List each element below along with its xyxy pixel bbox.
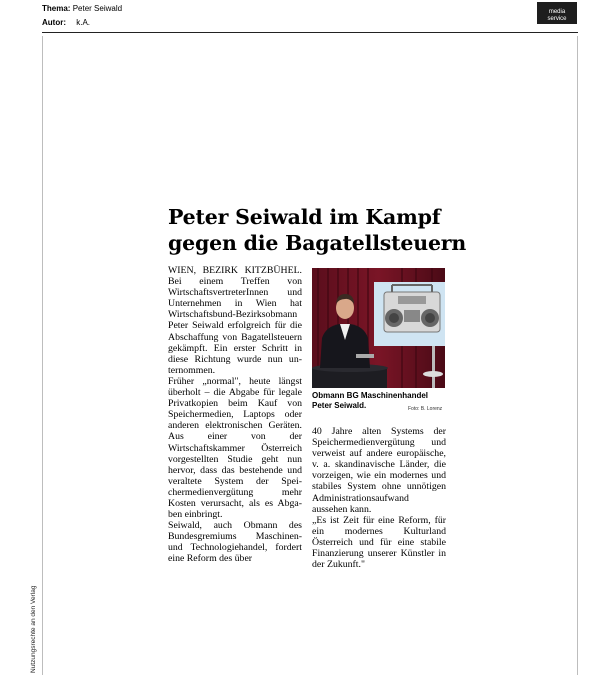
media-service-logo (537, 2, 577, 24)
photo-credit: Foto: B. Lorenz (408, 406, 443, 412)
paragraph: Früher „normal", heute längst überholt – die Abgabe für legale Privatkopien beim Kauf von Speichermedien, Laptops oder anderen elektronischen Geräten. Aus einer von der Wirtschaftskammer Österreich vorgestellten Studie geht nun hervor, dass das bestehende und veraltete System der Speichermedienvergütung mehr Kosten verursacht, als es Abgaben einbringt. (168, 375, 302, 521)
paragraph: Seiwald, auch Obmann des Bundesgremiums Maschinen- und Technologiehandel, fordert eine Reform des über (168, 520, 302, 565)
article-photo (312, 268, 445, 388)
article-column-2 (312, 426, 446, 570)
usage-rights-note: Nutzungsrechte an den Verlag (30, 585, 37, 673)
headline-line-1: Peter Seiwald im Kampf (168, 205, 441, 229)
logo-line-1: media (548, 9, 566, 15)
photo-illustration (312, 268, 445, 388)
paragraph: „Es ist Zeit für eine Reform, für ein modernes Kulturland Österreich und für eine stabile Finanzierung unserer Künstler in der Zukunft." (312, 514, 446, 571)
meta-topic-label: Thema: (42, 4, 71, 13)
article-headline (168, 204, 468, 256)
meta-topic-value: Peter Seiwald (72, 4, 123, 13)
caption-line-2: Peter Seiwald. (312, 401, 367, 410)
page-border-left (42, 36, 43, 675)
paragraph: WIEN, BEZIRK KITZBÜHEL. Bei einem Treffen von WirtschaftsvertreterInnen und Unternehmen in Wien hat Wirtschaftsbund-Bezirksobmann Peter Seiwald erfolgreich für die Abschaffung von Bagatellsteuern gekämpft. Ein erster Schritt in diese Richtung wurde nun unternommen. (168, 265, 302, 376)
meta-author-label: Autor: (42, 18, 66, 27)
paragraph: 40 Jahre alten Systems der Speichermedienvergütung und verweist auf andere europäische, v. a. skandinavische Länder, die vorzeigen, wie ein modernes und stabiles System ohne unnötigen Administrationsaufwand aussehen kann. (312, 426, 446, 515)
caption-line-1: Obmann BG Maschinenhandel (312, 391, 429, 400)
meta-author-value: k.A. (76, 18, 91, 27)
meta-topic (42, 4, 122, 14)
article-column-1 (168, 265, 302, 565)
page-border-right (577, 36, 578, 675)
logo-line-2: service (547, 15, 567, 22)
header-rule (42, 32, 578, 33)
meta-author (42, 18, 90, 28)
headline-line-2: gegen die Bagatellsteuern (168, 231, 467, 255)
